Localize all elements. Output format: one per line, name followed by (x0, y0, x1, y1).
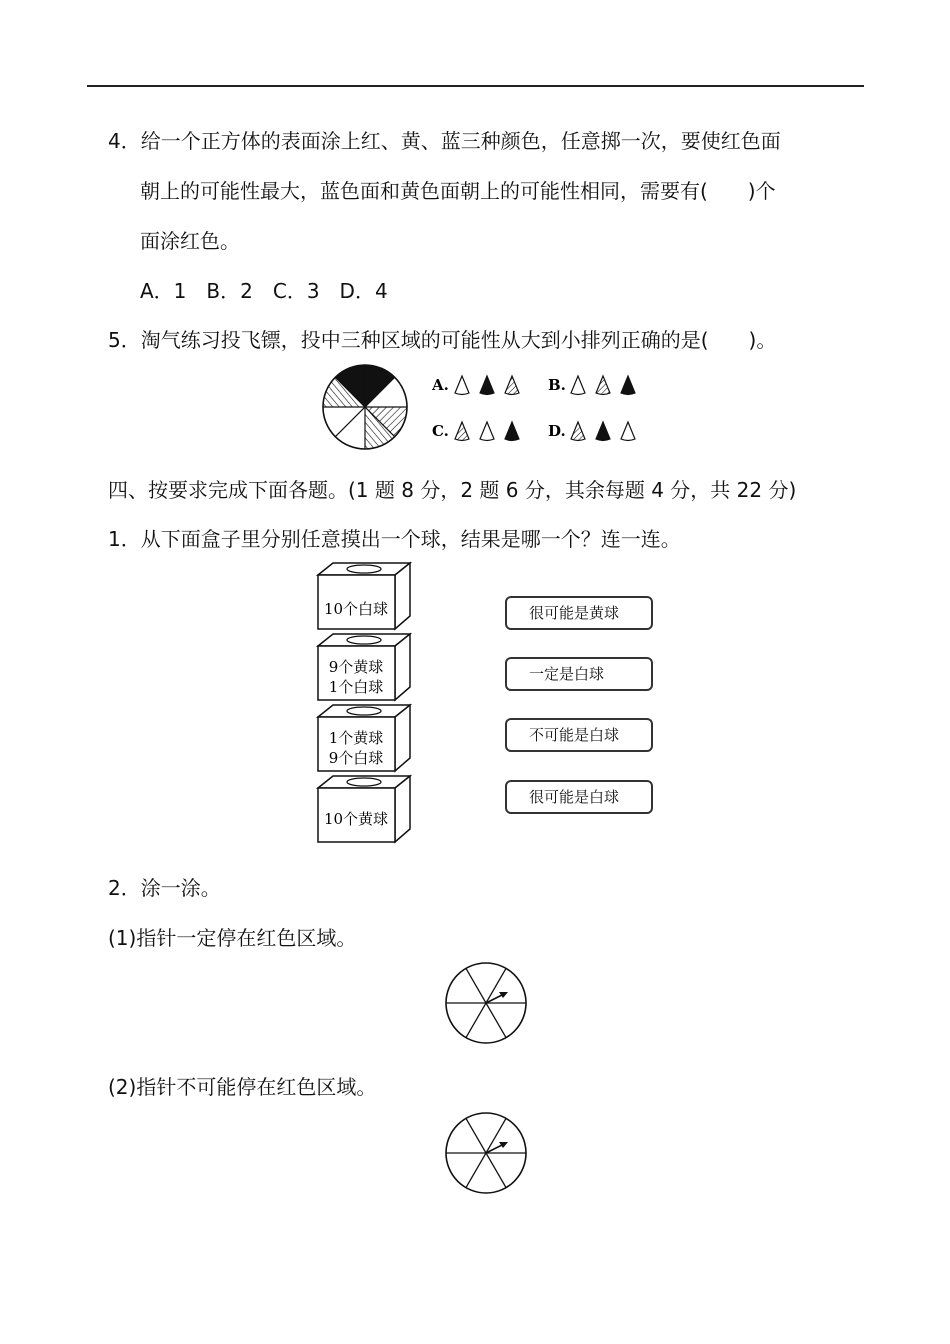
dart-sector-black (365, 365, 395, 407)
answer-box-4[interactable]: 很可能是白球 (505, 780, 653, 814)
dart-board (318, 360, 412, 454)
q5-option-C[interactable] (432, 422, 519, 441)
q4-line3: 面涂红色。 (140, 229, 240, 253)
ball-box-label: 1个白球 (328, 678, 384, 696)
ball-box-2 (318, 634, 410, 700)
cone-hatched-icon (571, 422, 585, 441)
option-label: B. (548, 376, 566, 394)
spinner-2[interactable] (443, 1110, 531, 1196)
header-rule (87, 85, 864, 87)
ball-boxes (312, 560, 418, 844)
cone-white-icon (455, 376, 469, 395)
cone-black-icon (596, 422, 610, 441)
cone-hatched-icon (596, 376, 610, 395)
q4-options: A．1 B．2 C．3 D．4 (140, 279, 388, 303)
cone-white-icon (621, 422, 635, 441)
cone-white-icon (480, 422, 494, 441)
ball-box-4 (318, 776, 410, 842)
p2-text: 2．涂一涂。 (108, 876, 221, 900)
option-label: D. (548, 422, 566, 440)
cone-hatched-icon (505, 376, 519, 395)
ball-box-label: 9个白球 (328, 749, 384, 767)
q5-option-grid (432, 362, 672, 452)
q4-line2: 朝上的可能性最大，蓝色面和黄色面朝上的可能性相同，需要有( )个 (140, 179, 776, 203)
cone-white-icon (571, 376, 585, 395)
q5-option-A[interactable] (432, 376, 519, 395)
ball-box-3 (318, 705, 410, 771)
ball-box-1 (318, 563, 410, 629)
answer-box-1[interactable]: 很可能是黄球 (505, 596, 653, 630)
q5-text: 5．淘气练习投飞镖，投中三种区域的可能性从大到小排列正确的是( )。 (108, 328, 777, 352)
p2-sub1: (1)指针一定停在红色区域。 (108, 926, 357, 950)
p1-text: 1．从下面盒子里分别任意摸出一个球，结果是哪一个？连一连。 (108, 527, 681, 551)
q5-option-B[interactable] (548, 376, 635, 395)
cone-hatched-icon (455, 422, 469, 441)
ball-box-label: 9个黄球 (328, 658, 384, 676)
option-label: A. (432, 376, 449, 394)
p2-sub2: (2)指针不可能停在红色区域。 (108, 1075, 377, 1099)
option-label: C. (432, 422, 449, 440)
cone-black-icon (505, 422, 519, 441)
ball-box-label: 10个黄球 (323, 810, 389, 828)
cone-black-icon (480, 376, 494, 395)
answer-box-3[interactable]: 不可能是白球 (505, 718, 653, 752)
ball-box-label: 10个白球 (323, 600, 389, 618)
answer-box-2[interactable]: 一定是白球 (505, 657, 653, 691)
section4-title: 四、按要求完成下面各题。(1 题 8 分，2 题 6 分，其余每题 4 分，共 22 分) (108, 478, 797, 502)
q5-option-D[interactable] (548, 422, 635, 441)
q4-line1: 4．给一个正方体的表面涂上红、黄、蓝三种颜色，任意掷一次，要使红色面 (108, 129, 781, 153)
cone-black-icon (621, 376, 635, 395)
spinner-1[interactable] (443, 960, 531, 1046)
ball-box-label: 1个黄球 (328, 729, 384, 747)
